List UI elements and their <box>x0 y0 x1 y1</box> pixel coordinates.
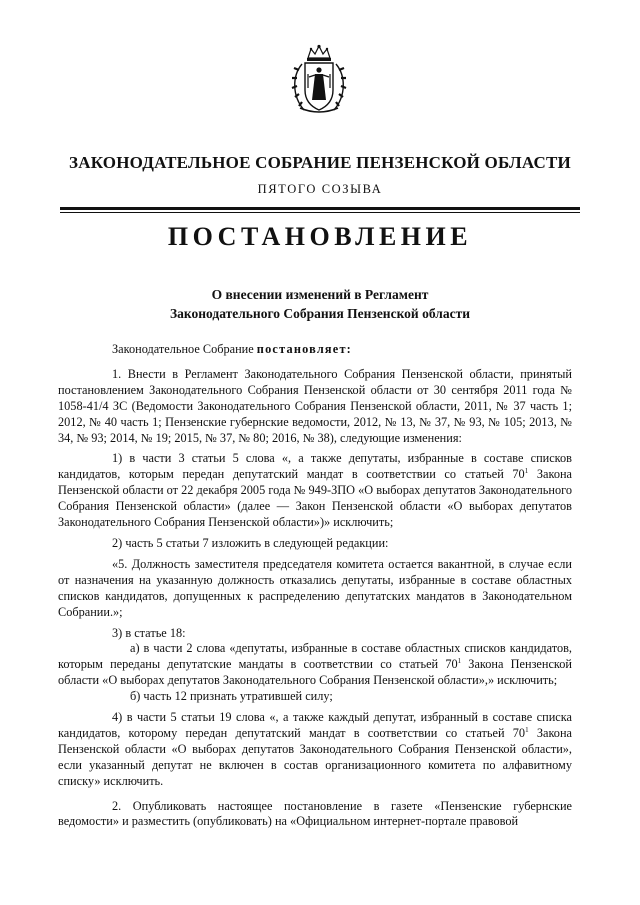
item-1-4-text-b: Закона Пензенской области «О выборах депутатов Законодательного Собрания Пензенской области», если указанный депутат не включен в состав организационного комитета по алфавитному списку» исключить. <box>58 725 572 788</box>
document-body <box>58 342 572 830</box>
paragraph-1: 1. Внести в Регламент Законодательного Собрания Пензенской области, принятый постановлением Законодательного Собрания Пензенской области от 30 сентября 2011 года № 1058-41/4 ЗС (Ведомости Законодательного Собрания Пензенской области, 2011, № 37 часть 1; 2012, № 40 часть 1; Пензенские губернские ведомости, 2012, № 13, № 37, № 93, № 105; 2013, № 34, № 93; 2014, № 19; 2015, № 37, № 80; 2016, № 38), следующие изменения: <box>58 366 572 445</box>
document-type-title: ПОСТАНОВЛЕНИЕ <box>167 222 473 251</box>
item-1-1-text-b: Закона Пензенской области от 22 декабря 2005 года № 949-ЗПО «О выборах депутатов Законодательного Собрания Пензенской области» (далее — Закон Пензенской области «О выборах депутатов Законодательного Собрания Пензенской области»)» исключить; <box>58 467 573 530</box>
item-1-4 <box>58 710 572 790</box>
subject-line-2: Законодательного Собрания Пензенской области <box>170 306 470 321</box>
convocation-label: ПЯТОГО СОЗЫВА <box>257 182 383 196</box>
preamble-keyword: постановляет: <box>256 342 352 356</box>
header-divider-thin <box>60 212 580 213</box>
preamble-paragraph <box>58 342 572 358</box>
document-subject <box>0 285 640 323</box>
item-1-3-a-text-a: а) в части 2 слова «депутаты, избранные в составе областных списков кандидатов, которым переданы депутатские мандаты в соответствии со статьей 70 <box>58 641 572 672</box>
subject-line-1: О внесении изменений в Регламент <box>211 287 429 302</box>
item-1-4-text-a: 4) в части 5 статьи 19 слова «, а также каждый депутат, избранный в составе списка кандидатов, которому передан депутатский мандат в соответствии со статьей 70 <box>58 710 572 740</box>
superscript-3: 1 <box>525 725 529 734</box>
item-1-2-quote: «5. Должность заместителя председателя комитета остается вакантной, в случае если от назначения на указанную должность отказались депутаты, избранные в составе областных списков кандидатов, допущенных к распределению депутатских мандатов в Законодательном Собрании.»; <box>58 556 572 619</box>
item-1-1 <box>58 451 572 531</box>
item-1-2: 2) часть 5 статьи 7 изложить в следующей редакции: <box>112 535 389 550</box>
superscript-2: 1 <box>457 657 462 666</box>
item-1-3: 3) в статье 18: <box>112 625 186 640</box>
organization-name: ЗАКОНОДАТЕЛЬНОЕ СОБРАНИЕ ПЕНЗЕНСКОЙ ОБЛАСТИ <box>69 153 571 172</box>
coat-of-arms-emblem <box>290 44 348 116</box>
header-divider-thick <box>60 207 580 210</box>
item-1-3-a <box>58 641 572 689</box>
superscript-1: 1 <box>524 467 529 476</box>
preamble-text: Законодательное Собрание <box>112 342 257 356</box>
item-1-1-text-a: 1) в части 3 статьи 5 слова «, а также депутаты, избранные в составе списков кандидатов, которым передан депутатский мандат в соответствии со статьей 70 <box>58 451 572 482</box>
item-1-3-a-text-b: Закона Пензенской области «О выборах депутатов Законодательного Собрания Пензенской области»,» исключить; <box>58 657 573 688</box>
paragraph-2: 2. Опубликовать настоящее постановление в газете «Пензенские губернские ведомости» и разместить (опубликовать) на «Официальном интернет-портале правовой <box>58 798 572 829</box>
item-1-3-b: б) часть 12 признать утратившей силу; <box>130 689 333 704</box>
